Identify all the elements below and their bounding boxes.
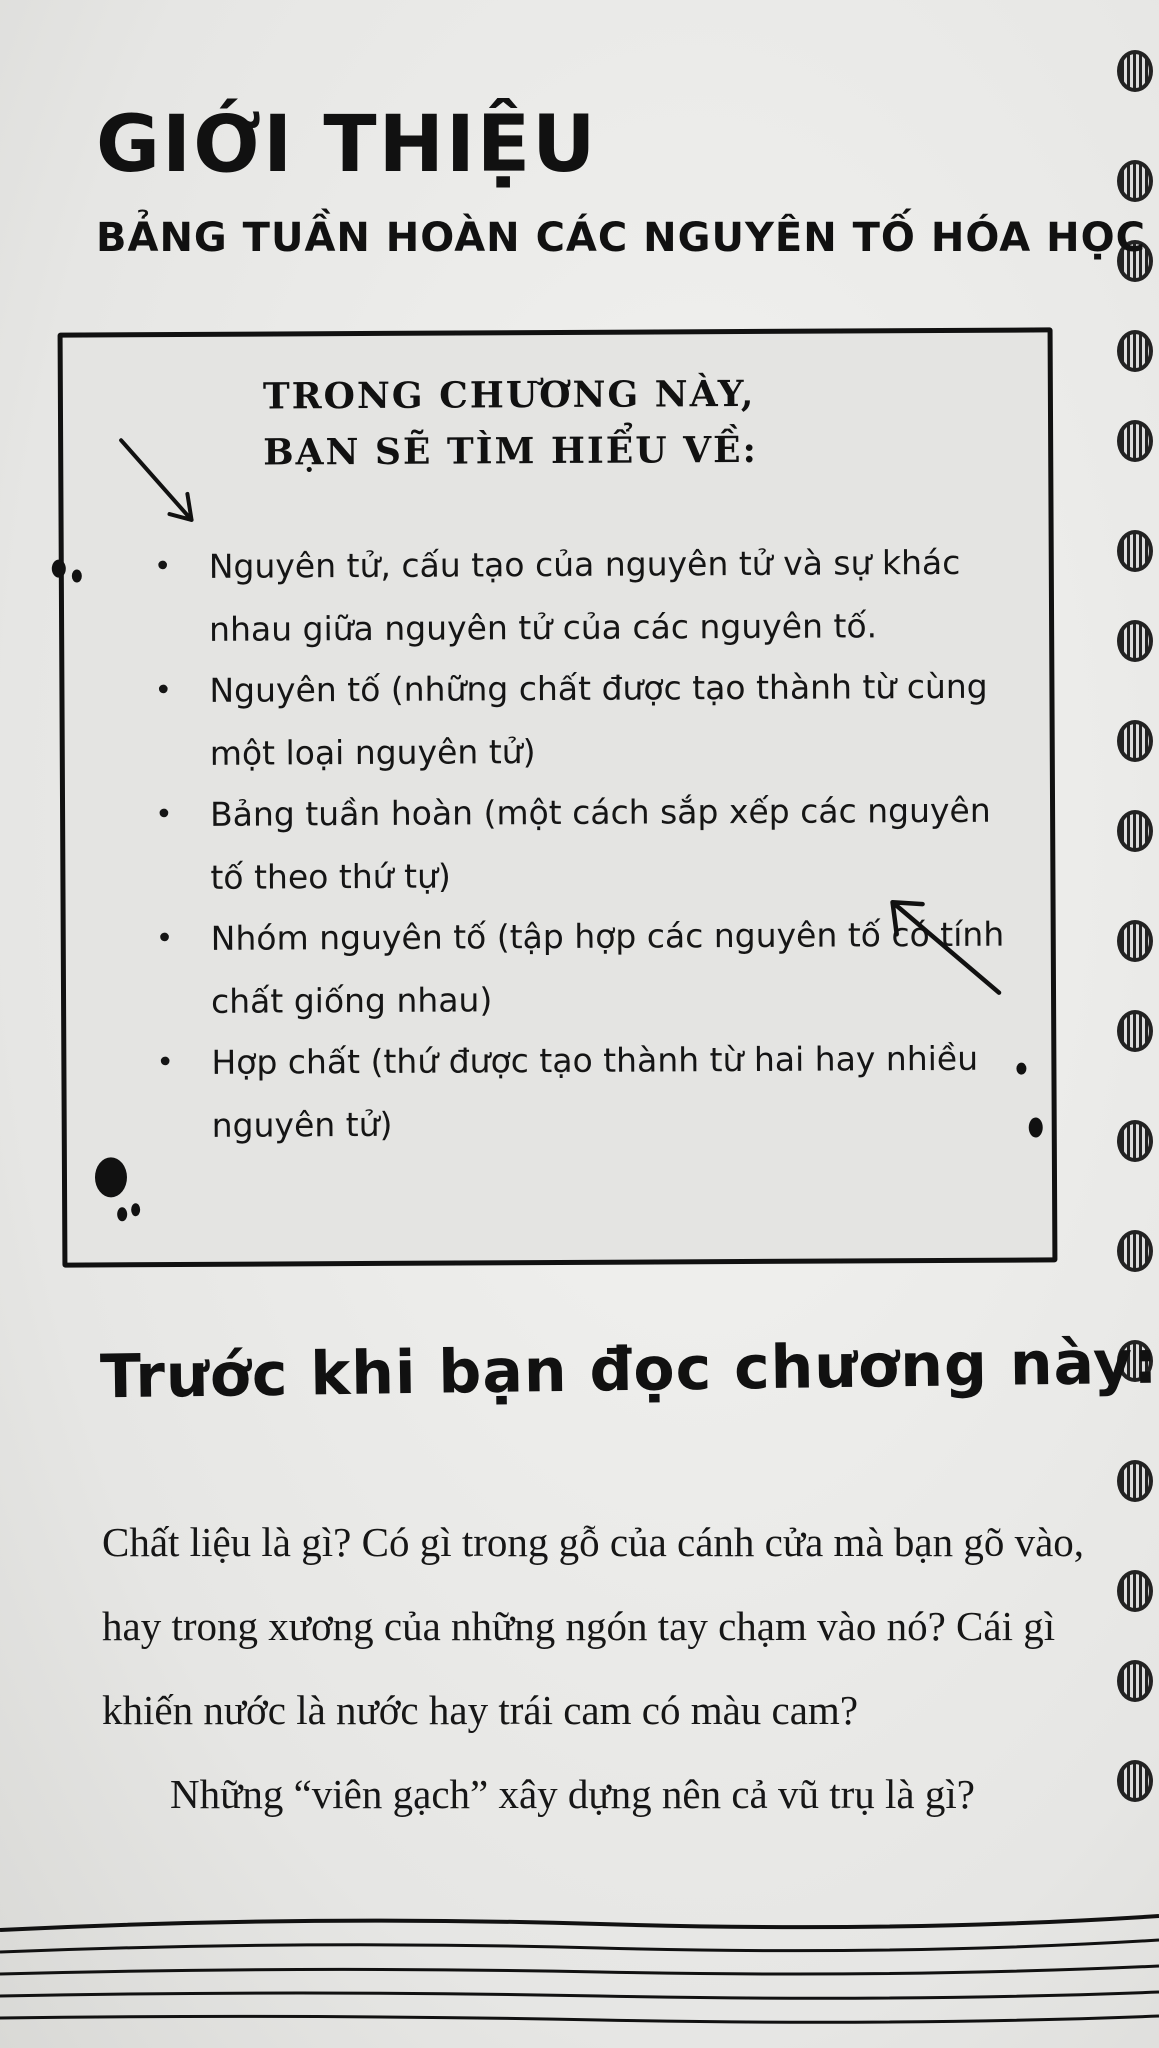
binding-ring-icon [1117,810,1153,852]
binding-ring-icon [1117,50,1153,92]
paragraph: Chất liệu là gì? Có gì trong gỗ của cánh cửa mà bạn gõ vào, hay trong xương của những ngón tay chạm vào nó? Cái gì khiến nước là nước hay trái cam có màu cam? [102,1519,1085,1733]
page-edge-scribble [0,1910,1159,2048]
box-heading-line-2: BẠN SẼ TÌM HIỂU VỀ: [263,428,758,474]
ink-blot [117,1207,127,1221]
arrow-down-right-icon [113,432,204,532]
ink-blot [72,569,82,582]
binding-ring-icon [1117,420,1153,462]
body-text [102,1500,1092,1836]
ink-blot [131,1203,140,1216]
binding-ring-icon [1117,330,1153,372]
box-heading-line-1: TRONG CHƯƠNG NÀY, [262,372,756,418]
ink-blot [52,560,66,578]
list-item: • Bảng tuần hoàn (một cách sắp xếp các nguyên tố theo thứ tự) [155,779,1016,910]
box-heading [263,366,758,481]
binding-ring-icon [1117,620,1153,662]
section-heading: Trước khi bạn đọc chương này: [99,1327,1159,1413]
page-title: GIỚI THIỆU [96,100,598,190]
chapter-overview-box [58,327,1058,1267]
page-subtitle: BẢNG TUẦN HOÀN CÁC NGUYÊN TỐ HÓA HỌC [96,215,1146,261]
binding-ring-icon [1117,1660,1153,1702]
binding-ring-icon [1117,1010,1153,1052]
binding-ring-icon [1117,160,1153,202]
binding-ring-icon [1117,1760,1153,1802]
binding-ring-icon [1117,1120,1153,1162]
ink-blot [1016,1063,1026,1075]
topic-list [154,531,1017,1155]
binding-ring-icon [1117,1570,1153,1612]
ink-blot [95,1157,127,1197]
binding-ring-icon [1117,720,1153,762]
binding-ring-icon [1117,920,1153,962]
binding-ring-icon [1117,1230,1153,1272]
ink-blot [1029,1117,1043,1137]
binding-ring-icon [1117,1460,1153,1502]
arrow-up-left-icon [880,888,1011,1004]
paragraph: Những “viên gạch” xây dựng nên cả vũ trụ là gì? [170,1771,975,1817]
list-item: • Nguyên tố (những chất được tạo thành từ cùng một loại nguyên tử) [154,655,1015,786]
list-item: • Nhóm nguyên tố (tập hợp các nguyên tố có tính chất giống nhau) [156,903,1017,1034]
list-item: • Nguyên tử, cấu tạo của nguyên tử và sự khác nhau giữa nguyên tử của các nguyên tố. [154,531,1015,662]
list-item: • Hợp chất (thứ được tạo thành từ hai hay nhiều nguyên tử) [156,1027,1017,1158]
binding-ring-icon [1117,530,1153,572]
spiral-binding [1119,40,1159,1840]
